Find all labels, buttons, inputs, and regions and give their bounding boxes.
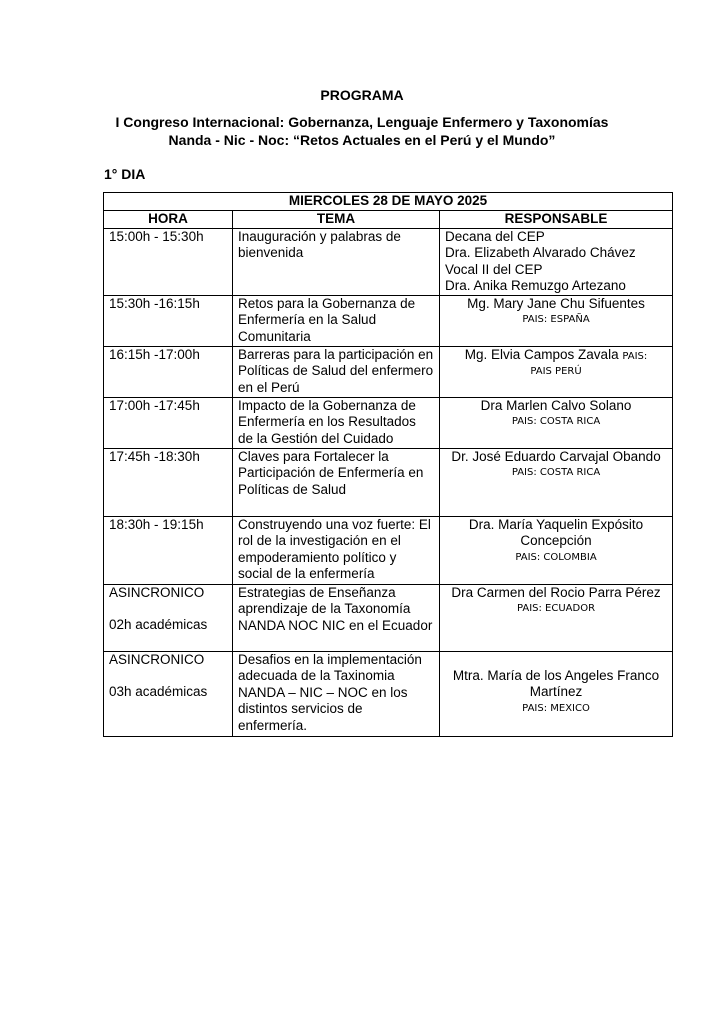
country-label: PAIS: COSTA RICA (511, 467, 601, 478)
row-responsable (440, 584, 673, 651)
responsable-name: Dr. José Eduardo Carvajal Obando (451, 448, 661, 464)
row-responsable (440, 516, 673, 584)
responsable-name-line (445, 347, 667, 364)
row-tema: Estrategias de Enseñanza aprendizaje de la Taxonomía NANDA NOC NIC en el Ecuador (233, 584, 440, 651)
hora-mode: ASINCRONICO (109, 584, 205, 600)
row-tema: Claves para Fortalecer la Participación de Enfermería en Políticas de Salud (233, 448, 440, 516)
responsable-name: Dra Marlen Calvo Solano (480, 397, 632, 413)
responsable-name: Dra. María Yaquelin Expósito Concepción (468, 516, 644, 548)
header-responsable: RESPONSABLE (440, 211, 673, 229)
row-tema: Construyendo una voz fuerte: El rol de la investigación en el empoderamiento político y social de la enfermería (233, 516, 440, 584)
row-hora: 18:30h - 19:15h (104, 516, 233, 584)
responsable-name: Mtra. María de los Angeles Franco Martínez (452, 667, 660, 699)
responsable-name: Dra Carmen del Rocio Parra Pérez (451, 584, 661, 600)
table-row (104, 516, 673, 584)
program-table (103, 192, 673, 737)
row-hora: 17:00h -17:45h (104, 397, 233, 448)
row-tema: Retos para la Gobernanza de Enfermería en la Salud Comunitaria (233, 295, 440, 346)
hora-duration: 03h académicas (109, 684, 208, 699)
header-row (104, 211, 673, 229)
country-label: PAIS: COLOMBIA (515, 551, 597, 563)
hora-duration: 02h académicas (109, 617, 208, 632)
country-label: PAIS: ECUADOR (516, 603, 596, 614)
row-hora: 15:00h - 15:30h (104, 228, 233, 295)
congress-title-line-2: Nanda - Nic - Noc: “Retos Actuales en el Perú y el Mundo” (168, 132, 556, 148)
date-banner: MIERCOLES 28 DE MAYO 2025 (104, 193, 673, 211)
table-row (104, 295, 673, 346)
row-hora (104, 584, 233, 651)
congress-title (0, 113, 724, 149)
table-row (104, 448, 673, 516)
row-responsable (440, 228, 673, 295)
row-responsable (440, 295, 673, 346)
row-tema: Desafios en la implementación adecuada de la Taxinomia NANDA – NIC – NOC en los distintos servicios de enfermería. (233, 651, 440, 736)
table-row (104, 228, 673, 295)
responsable-name: Mg. Mary Jane Chu Sifuentes (467, 295, 645, 311)
row-responsable (440, 651, 673, 736)
table-row (104, 397, 673, 448)
row-hora: 17:45h -18:30h (104, 448, 233, 516)
congress-title-line-1: I Congreso Internacional: Gobernanza, Lenguaje Enfermero y Taxonomías (115, 114, 609, 130)
resp-line: Decana del CEP (445, 228, 545, 244)
table-row (104, 584, 673, 651)
row-responsable (440, 346, 673, 397)
row-responsable (440, 397, 673, 448)
header-tema: TEMA (233, 211, 440, 229)
row-hora: 16:15h -17:00h (104, 346, 233, 397)
header-hora: HORA (104, 211, 233, 229)
country-inline-label: PAIS: (622, 350, 648, 362)
row-tema: Inauguración y palabras de bienvenida (233, 228, 440, 295)
resp-line: Dra. Anika Remuzgo Artezano (445, 278, 626, 293)
table-row (104, 346, 673, 397)
row-responsable (440, 448, 673, 516)
resp-line: Dra. Elizabeth Alvarado Chávez (445, 245, 636, 260)
row-hora (104, 651, 233, 736)
responsable-name: Mg. Elvia Campos Zavala (464, 346, 619, 362)
row-tema: Barreras para la participación en Políticas de Salud del enfermero en el Perú (233, 346, 440, 397)
country-label: PAIS: MEXICO (522, 702, 590, 714)
resp-line: Vocal II del CEP (445, 261, 543, 277)
row-hora: 15:30h -16:15h (104, 295, 233, 346)
day-label: 1° DIA (104, 166, 146, 182)
country-label: PAIS: COSTA RICA (511, 416, 601, 427)
date-banner-row (104, 193, 673, 211)
row-tema: Impacto de la Gobernanza de Enfermería en los Resultados de la Gestión del Cuidado (233, 397, 440, 448)
country-label: PAIS PERÚ (530, 365, 582, 377)
hora-mode: ASINCRONICO (109, 651, 205, 667)
page-title: PROGRAMA (320, 87, 404, 103)
table-row (104, 651, 673, 736)
country-label: PAIS: ESPAÑA (522, 314, 590, 325)
